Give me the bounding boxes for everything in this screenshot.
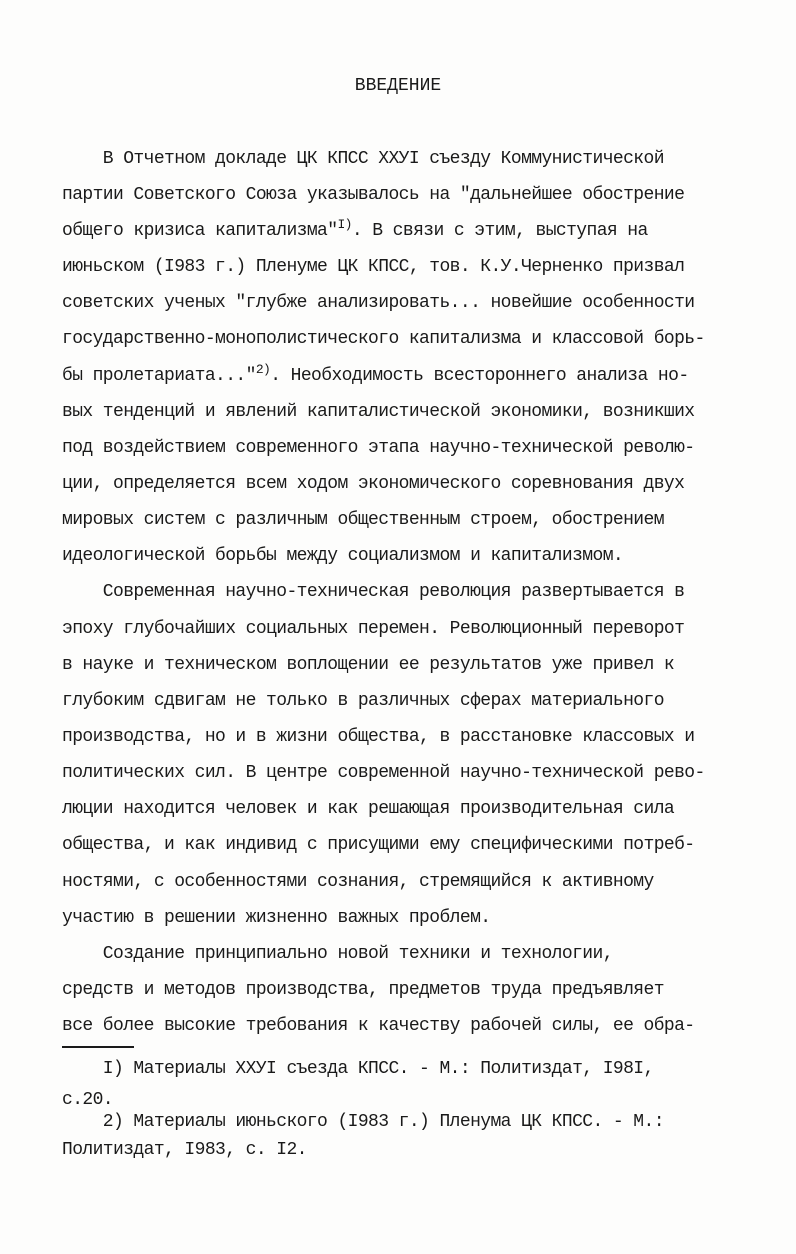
- footnote-line: I) Материалы ХХУI съезда КПСС. - М.: Политиздат, I98I,: [62, 1059, 654, 1079]
- text-line: [62, 217, 648, 241]
- footnote-line: 2) Материалы июньского (I983 г.) Пленума ЦК КПСС. - М.:: [62, 1112, 664, 1132]
- text-line: мировых систем с различным общественным строем, обострением: [62, 510, 664, 530]
- text-line: ностями, с особенностями сознания, стремящийся к активному: [62, 872, 654, 892]
- text-line: политических сил. В центре современной научно-технической рево-: [62, 763, 705, 783]
- text-span: общего кризиса капитализма": [62, 221, 338, 241]
- text-line: советских ученых "глубже анализировать... новейшие особенности: [62, 293, 695, 313]
- text-line: средств и методов производства, предметов труда предъявляет: [62, 980, 664, 1000]
- text-line: государственно-монополистического капитализма и классовой борь-: [62, 329, 705, 349]
- text-span: бы пролетариата...": [62, 366, 256, 386]
- footnote-ref-1: I): [337, 217, 352, 232]
- footnote-ref-2: 2): [255, 362, 271, 377]
- text-line: ции, определяется всем ходом экономического соревнования двух: [62, 474, 685, 494]
- footnote-line: Политиздат, I983, с. I2.: [62, 1140, 307, 1160]
- text-line: июньском (I983 г.) Пленуме ЦК КПСС, тов. К.У.Черненко призвал: [62, 257, 685, 277]
- text-line: Современная научно-техническая революция развертывается в: [62, 582, 685, 602]
- text-line: Создание принципиально новой техники и технологии,: [62, 944, 613, 964]
- text-line: в науке и техническом воплощении ее результатов уже привел к: [62, 655, 675, 675]
- text-line: партии Советского Союза указывалось на "дальнейшее обострение: [62, 185, 685, 205]
- text-line: участию в решении жизненно важных проблем.: [62, 908, 491, 928]
- text-line: глубоким сдвигам не только в различных сферах материального: [62, 691, 664, 711]
- text-line: все более высокие требования к качеству рабочей силы, ее обра-: [62, 1016, 695, 1036]
- text-line: люции находится человек и как решающая производительная сила: [62, 799, 675, 819]
- text-line: вых тенденций и явлений капиталистической экономики, возникших: [62, 402, 695, 422]
- text-span: . В связи с этим, выступая на: [351, 221, 648, 241]
- footnote-separator: [62, 1046, 134, 1048]
- footnote-line: с.20.: [62, 1090, 114, 1110]
- text-line: В Отчетном докладе ЦК КПСС ХХУI съезду Коммунистической: [62, 149, 664, 169]
- text-line: эпоху глубочайших социальных перемен. Революционный переворот: [62, 619, 685, 639]
- page-title: ВВЕДЕНИЕ: [354, 76, 442, 96]
- text-line: общества, и как индивид с присущими ему специфическими потреб-: [62, 835, 695, 855]
- text-line: под воздействием современного этапа научно-технической револю-: [62, 438, 695, 458]
- text-line: производства, но и в жизни общества, в расстановке классовых и: [62, 727, 695, 747]
- text-line: идеологической борьбы между социализмом и капитализмом.: [62, 546, 624, 566]
- text-span: . Необходимость всестороннего анализа но-: [270, 366, 689, 386]
- text-line: [62, 362, 689, 386]
